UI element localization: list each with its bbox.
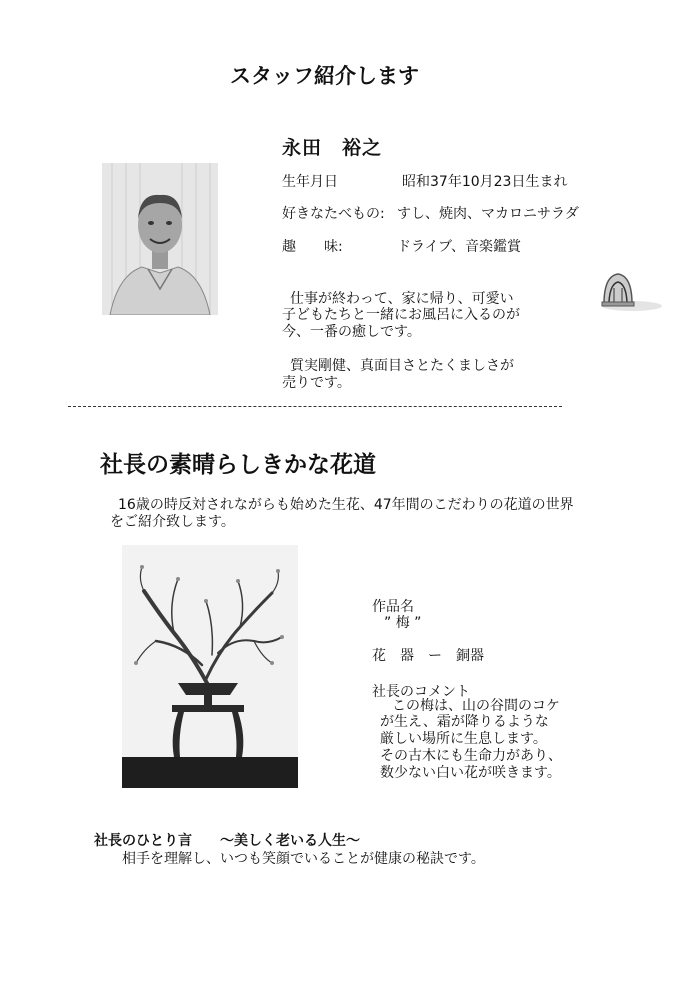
food-value: すし、焼肉、マカロニサラダ (397, 206, 579, 222)
comment-line1: この梅は、山の谷間のコケ (392, 698, 560, 714)
staff-para1-line1: 仕事が終わって、家に帰り、可愛い (290, 291, 514, 307)
ikebana-heading: 社長の素晴らしきかな花道 (100, 452, 376, 478)
birthdate-value: 昭和37年10月23日生まれ (402, 174, 568, 190)
staff-para2-line2: 売りです。 (282, 375, 351, 391)
vessel-info: 花 器 ー 銅器 (372, 648, 484, 664)
staff-para1-line2: 子どもたちと一緒にお風呂に入るのが (282, 307, 520, 323)
comment-line2: が生え、霜が降りるような (380, 714, 549, 730)
hobby-label: 趣 味: (282, 239, 343, 255)
section-divider (68, 406, 562, 407)
ikebana-intro-line1: 16歳の時反対されながらも始めた生花、47年間のこだわりの花道の世界 (118, 497, 574, 513)
hobby-value: ドライブ、音楽鑑賞 (397, 239, 522, 255)
staff-para1-line3: 今、一番の癒しです。 (282, 324, 421, 340)
comment-line5: 数少ない白い花が咲きます。 (380, 765, 561, 781)
staff-name: 永田 裕之 (282, 137, 383, 159)
birthdate-label: 生年月日 (282, 174, 338, 190)
comment-line4: その古木にも生命力があり、 (380, 748, 562, 764)
work-name-value: ” 梅 ” (384, 615, 422, 631)
president-comment-label: 社長のコメント (372, 684, 470, 700)
bell-stamp-icon (594, 268, 664, 312)
staff-heading: スタッフ紹介します (230, 64, 419, 88)
ikebana-photo (122, 545, 298, 788)
ikebana-intro-line2: をご紹介致します。 (110, 514, 235, 530)
remark-body: 相手を理解し、いつも笑顔でいることが健康の秘訣です。 (122, 851, 485, 867)
work-name-label: 作品名 (372, 599, 414, 615)
staff-photo (102, 163, 218, 315)
remark-title: 社長のひとり言 ～美しく老いる人生～ (94, 833, 360, 849)
comment-line3: 厳しい場所に生息します。 (380, 731, 547, 747)
staff-para2-line1: 質実剛健、真面目さとたくましさが (290, 358, 514, 374)
food-label: 好きなたべもの: (282, 206, 385, 222)
